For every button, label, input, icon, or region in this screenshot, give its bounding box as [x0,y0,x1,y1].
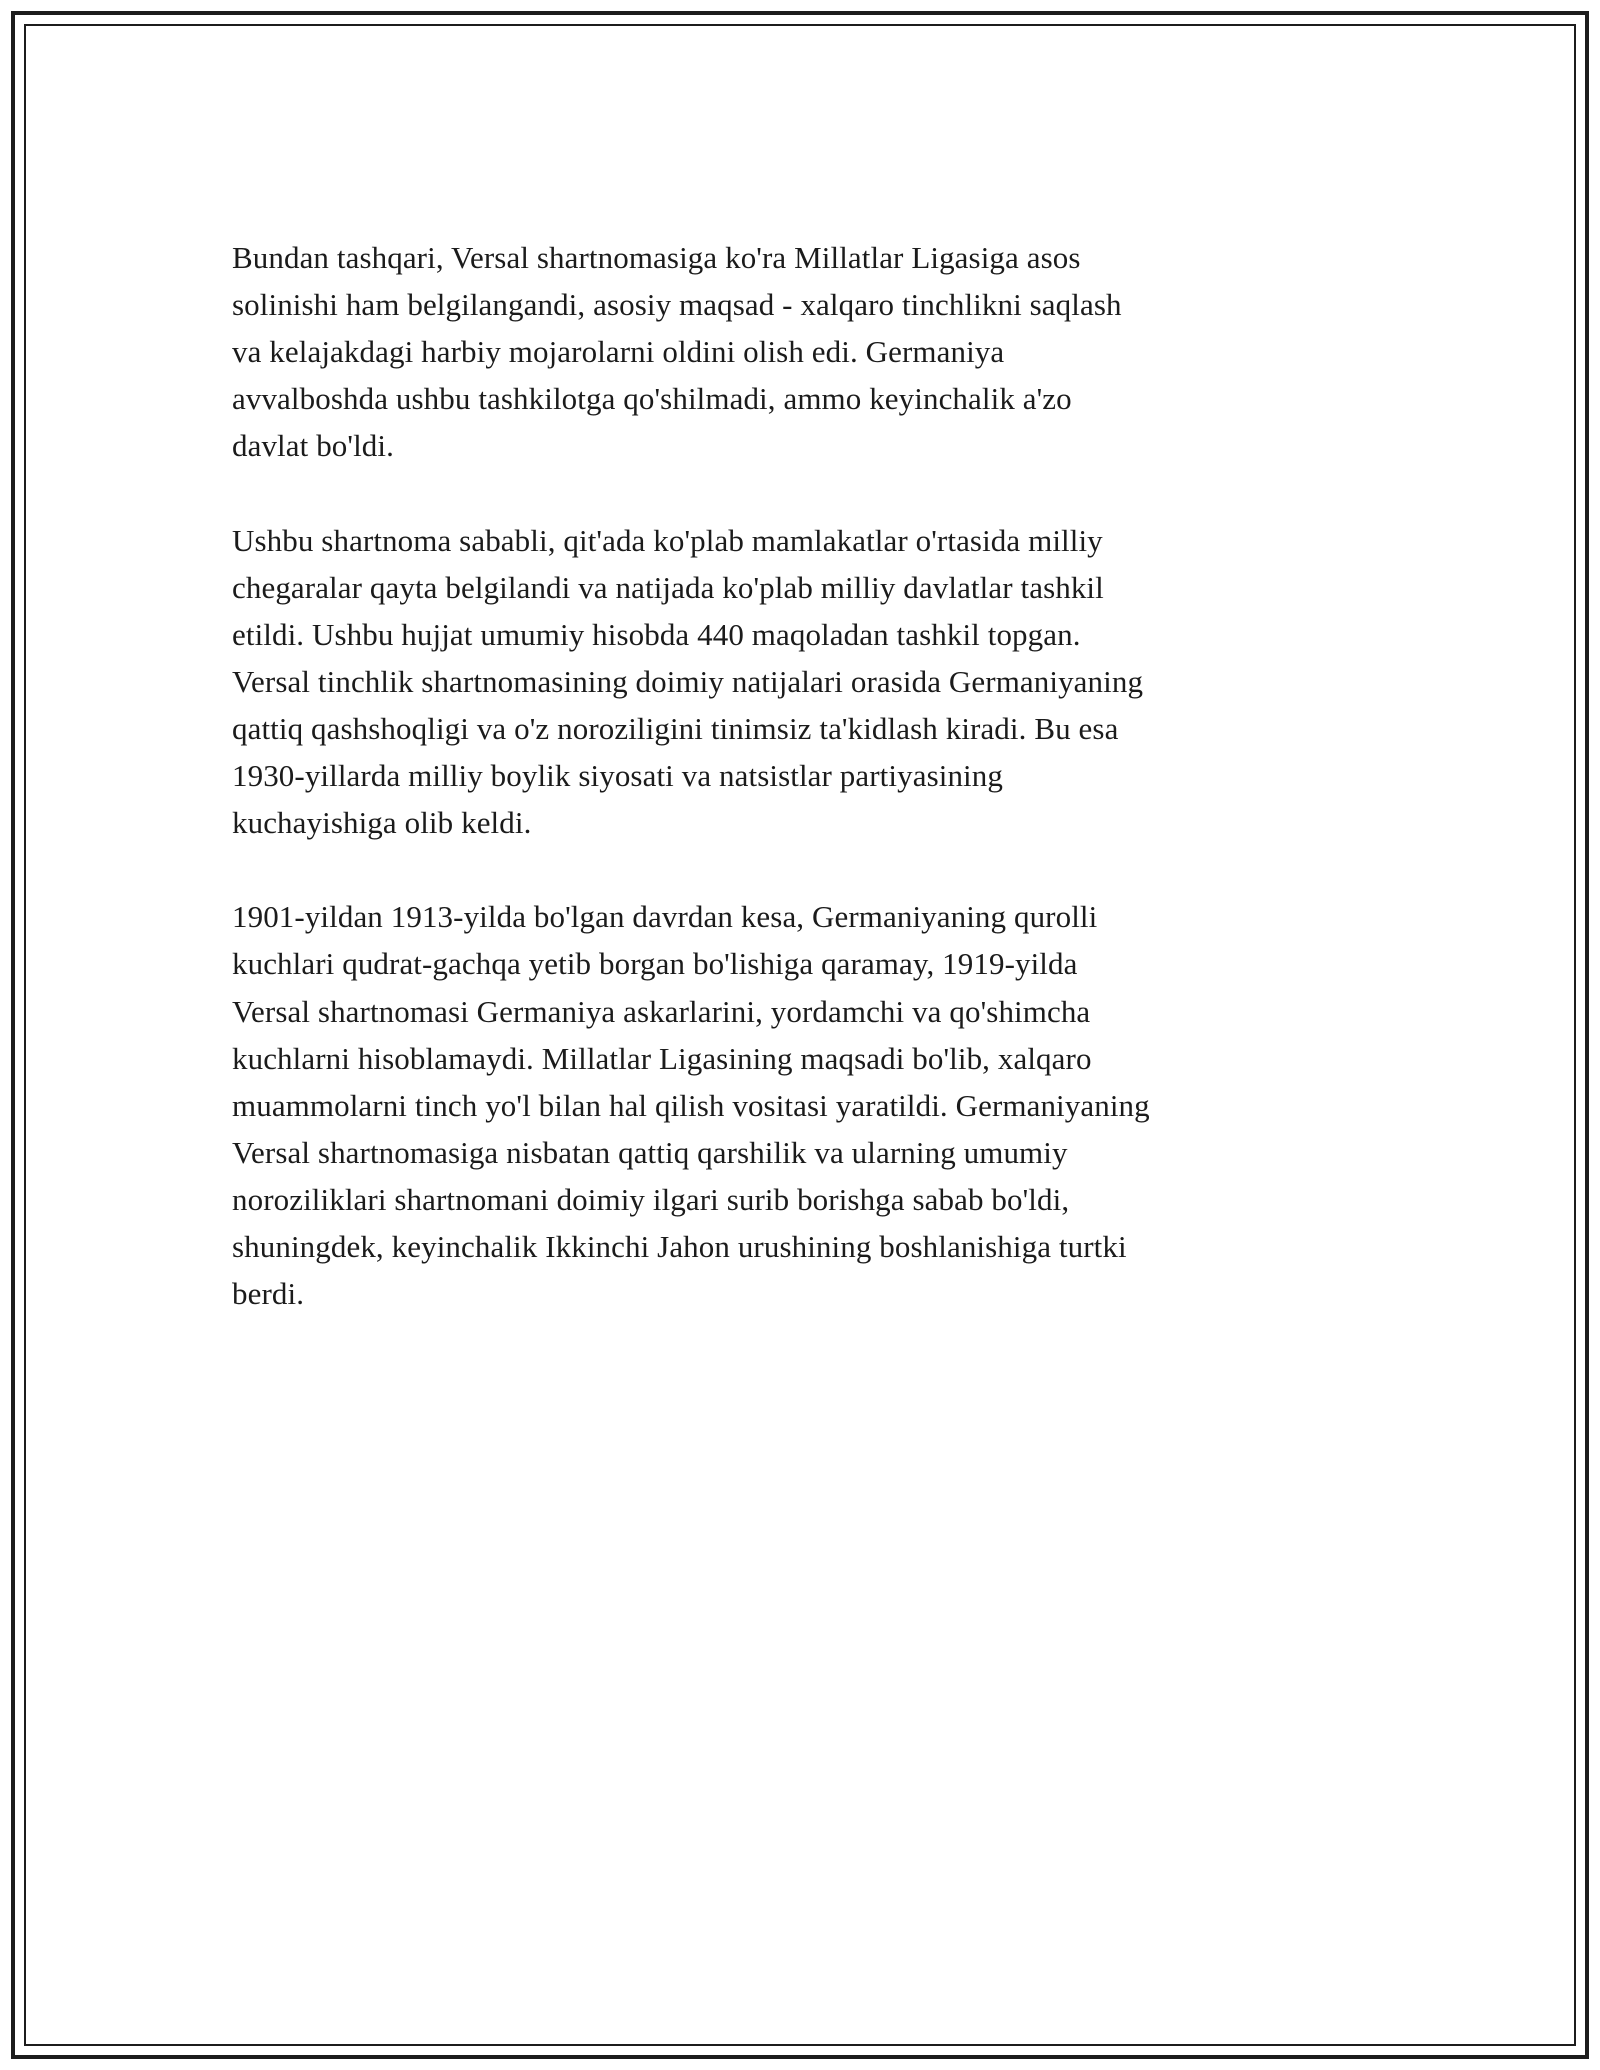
document-content [26,26,1386,1317]
page-outer-border [11,11,1589,2059]
paragraph-treaty-consequences: Ushbu shartnoma sababli, qit'ada ko'plab mamlakatlar o'rtasida milliy chegaralar qayta belgilandi va natijada ko'plab milliy davlatlar tashkil etildi. Ushbu hujjat umumiy hisobda 440 maqoladan tashkil topgan. Versal tinchlik shartnomasining doimiy natijalari orasida Germaniyaning qattiq qashshoqligi va o'z noroziligini tinimsiz ta'kidlash kiradi. Bu esa 1930-yillarda milliy boylik siyosati va natsistlar partiyasining kuchayishiga olib keldi. [232,522,1144,841]
page-inner-border [24,24,1576,2046]
paragraph-league-of-nations: Bundan tashqari, Versal shartnomasiga ko'ra Millatlar Ligasiga asos solinishi ham belgilangandi, asosiy maqsad - xalqaro tinchlikni saqlash va kelajakdagi harbiy mojarolarni oldini olish edi. Germaniya avvalboshda ushbu tashkilotga qo'shilmadi, ammo keyinchalik a'zo davlat bo'ldi. [232,240,1122,464]
paragraph-german-military: 1901-yildan 1913-yilda bo'lgan davrdan kesa, Germaniyaning qurolli kuchlari qudrat-gachqa yetib borgan bo'lishiga qaramay, 1919-yilda Versal shartnomasi Germaniya askarlarini, yordamchi va qo'shimcha kuchlarni hisoblamaydi. Millatlar Ligasining maqsadi bo'lib, xalqaro muammolarni tinch yo'l bilan hal qilish vositasi yaratildi. Germaniyaning Versal shartnomasiga nisbatan qattiq qarshilik va ularning umumiy noroziliklari shartnomani doimiy ilgari surib borishga sabab bo'ldi, shuningdek, keyinchalik Ikkinchi Jahon urushining boshlanishiga turtki berdi. [232,899,1150,1312]
